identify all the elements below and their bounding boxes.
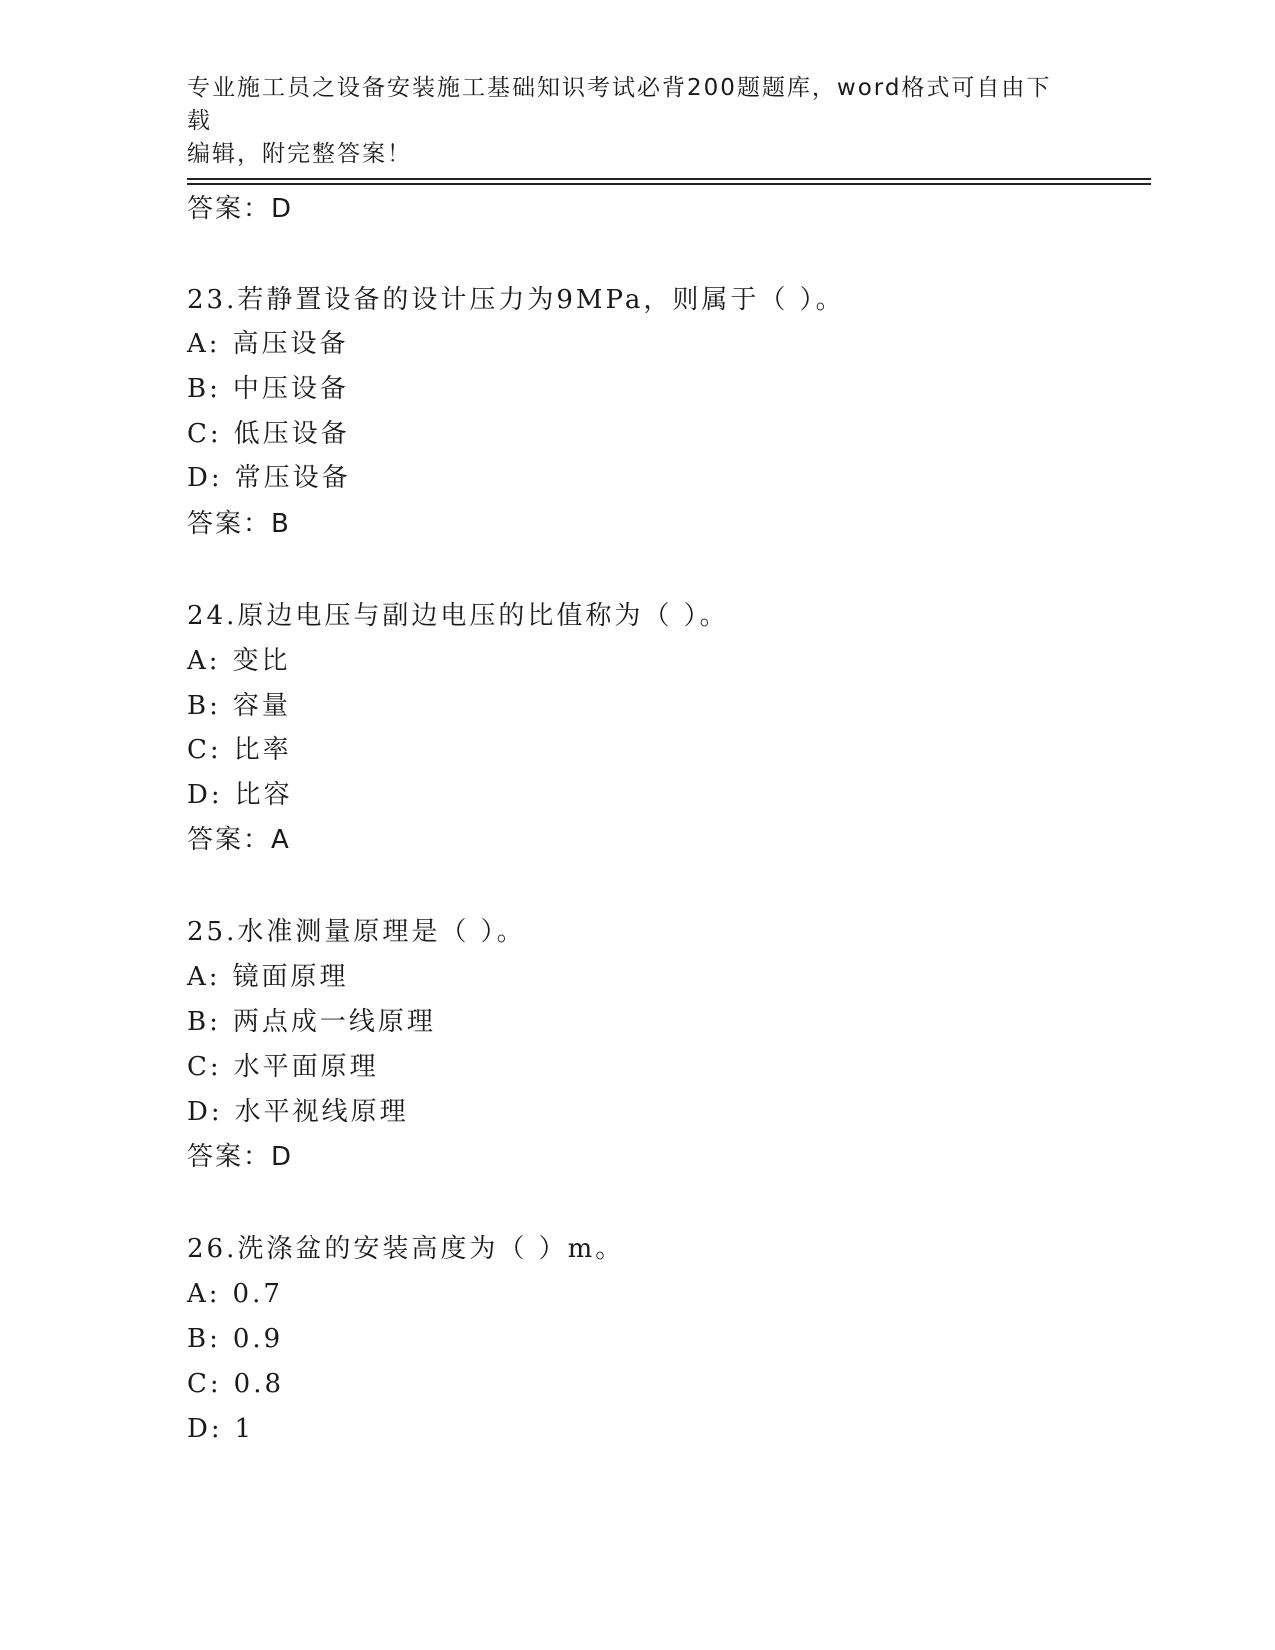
option-key: B: <box>187 374 221 404</box>
option-text: 中压设备 <box>232 374 349 404</box>
question-23-option-d <box>187 462 351 494</box>
option-key: D: <box>187 463 223 493</box>
option-text: 低压设备 <box>233 419 350 449</box>
question-25-option-b <box>187 1006 436 1038</box>
question-25-stem: 25.水准测量原理是（ ）。 <box>187 917 526 947</box>
question-24-option-d <box>187 779 293 811</box>
option-text: 水平视线原理 <box>234 1097 409 1127</box>
question-25-option-d <box>187 1096 409 1128</box>
option-key: D: <box>187 1414 223 1444</box>
previous-answer: 答案：D <box>187 194 294 224</box>
option-text: 比容 <box>234 780 293 810</box>
question-24-option-a <box>187 645 291 677</box>
option-text: 0.8 <box>233 1369 285 1399</box>
question-26-stem: 26.洗涤盆的安装高度为（ ）m。 <box>187 1234 625 1264</box>
option-text: 两点成一线原理 <box>232 1007 436 1037</box>
question-26-option-b <box>187 1323 283 1355</box>
header-line-2: 编辑，附完整答案！ <box>187 141 412 167</box>
option-key: C: <box>187 1052 222 1082</box>
question-24-option-c <box>187 734 292 766</box>
option-key: A: <box>187 646 221 676</box>
question-23-stem: 23.若静置设备的设计压力为9MPa，则属于（ ）。 <box>187 285 845 315</box>
question-25-option-a <box>187 961 349 993</box>
option-key: B: <box>187 1007 221 1037</box>
question-24-stem: 24.原边电压与副边电压的比值称为（ ）。 <box>187 601 729 631</box>
option-text: 常压设备 <box>234 463 351 493</box>
header-line-1: 专业施工员之设备安装施工基础知识考试必背200题题库，word格式可自由下载 <box>187 75 1052 134</box>
option-text: 容量 <box>232 691 291 721</box>
document-header <box>187 72 1067 171</box>
option-key: A: <box>187 329 221 359</box>
question-26-option-c <box>187 1368 284 1400</box>
option-key: C: <box>187 419 222 449</box>
question-23-option-c <box>187 418 350 450</box>
option-key: C: <box>187 1369 222 1399</box>
question-25-answer: 答案：D <box>187 1142 294 1172</box>
option-key: A: <box>187 962 221 992</box>
option-text: 0.7 <box>232 1279 283 1309</box>
option-text: 比率 <box>233 735 292 765</box>
option-text: 镜面原理 <box>232 962 349 992</box>
option-key: D: <box>187 780 223 810</box>
question-23-option-b <box>187 373 349 405</box>
question-23-answer: 答案：B <box>187 509 291 539</box>
question-24-answer: 答案：A <box>187 825 291 855</box>
header-divider-bottom <box>187 183 1151 185</box>
option-key: D: <box>187 1097 223 1127</box>
header-divider-top <box>187 178 1151 180</box>
option-text: 0.9 <box>232 1324 284 1354</box>
question-24-option-b <box>187 690 291 722</box>
option-key: B: <box>187 691 221 721</box>
option-key: B: <box>187 1324 221 1354</box>
question-23-option-a <box>187 328 349 360</box>
question-26-option-d <box>187 1413 254 1445</box>
option-text: 水平面原理 <box>233 1052 379 1082</box>
option-text: 高压设备 <box>232 329 349 359</box>
option-text: 变比 <box>232 646 291 676</box>
option-text: 1 <box>234 1414 255 1444</box>
question-26-option-a <box>187 1278 283 1310</box>
option-key: A: <box>187 1279 221 1309</box>
option-key: C: <box>187 735 222 765</box>
question-25-option-c <box>187 1051 379 1083</box>
